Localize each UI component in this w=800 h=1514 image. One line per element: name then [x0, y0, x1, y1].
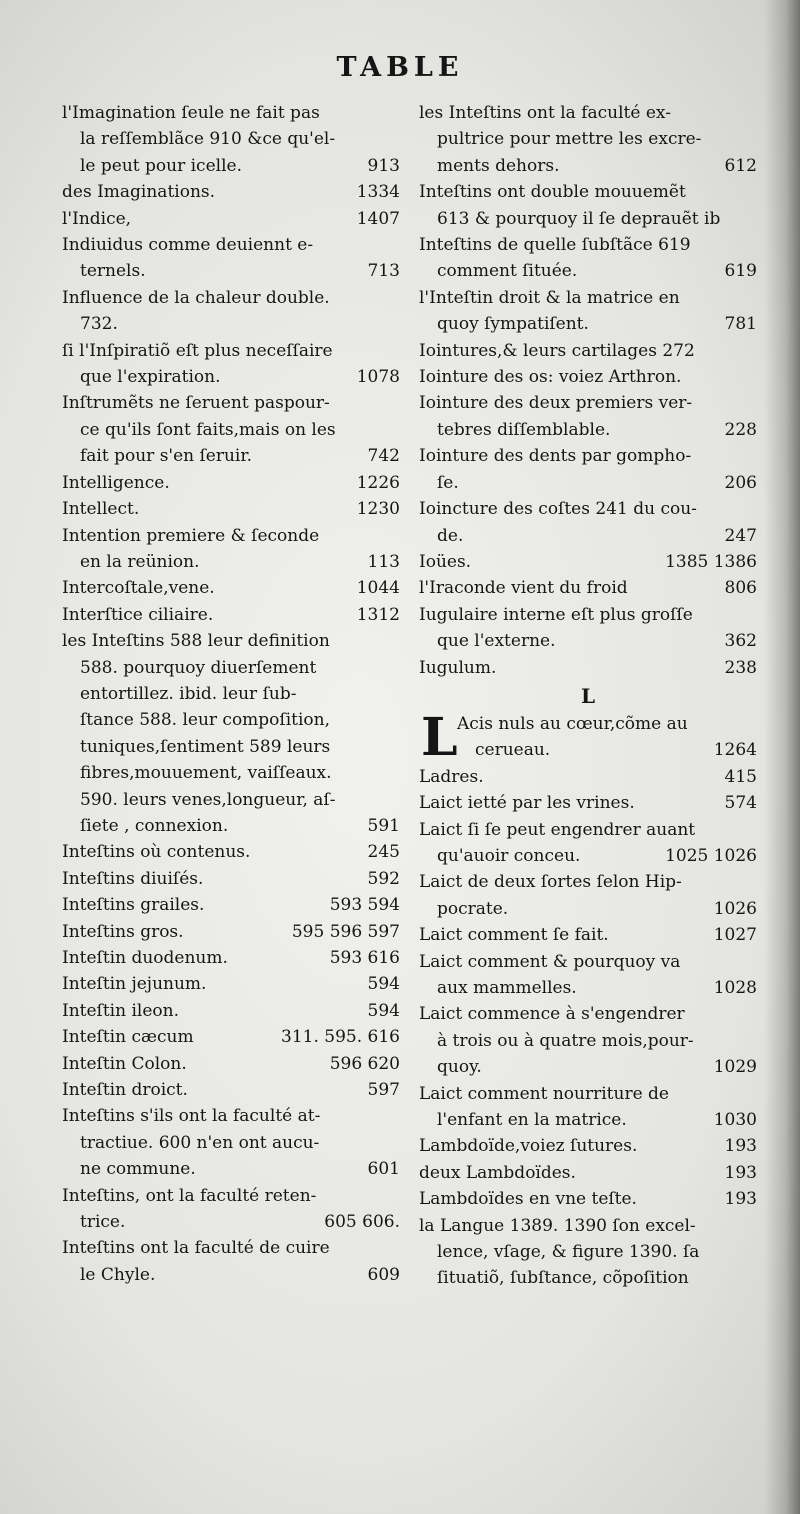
entry-line [62, 470, 400, 496]
entry-line [62, 364, 400, 390]
page-ref: 193 [724, 1136, 757, 1157]
entry-text: la Langue 1389. 1390 ſon excel- [419, 1215, 696, 1236]
index-entry [419, 602, 757, 655]
index-entry [62, 390, 400, 469]
page-ref: 1025 1026 [665, 845, 757, 866]
page-ref: 311. 595. 616 [281, 1027, 400, 1048]
entry-line [419, 258, 757, 284]
entry-line [419, 1213, 757, 1239]
entry-line [419, 1239, 757, 1265]
page-ref: 742 [367, 446, 400, 467]
entry-text: Intelligence. [62, 472, 170, 493]
page-ref: 592 [367, 868, 400, 889]
index-entry [419, 364, 757, 390]
entry-line [62, 390, 400, 416]
entry-line [62, 655, 400, 681]
page-ref: 612 [724, 155, 757, 176]
entry-line [419, 496, 757, 522]
entry-line [419, 1028, 757, 1054]
index-entry [62, 1235, 400, 1288]
entry-text: des Imaginations. [62, 182, 216, 203]
page-ref: 362 [724, 631, 757, 652]
page-header: TABLE [336, 52, 464, 83]
entry-text: lence, vſage, & figure 1390. ſa [437, 1242, 700, 1263]
entry-text: deux Lambdoïdes. [419, 1162, 576, 1183]
index-entry [419, 1160, 757, 1186]
entry-line [419, 390, 757, 416]
page-ref: 113 [367, 551, 400, 572]
index-entry [419, 443, 757, 496]
index-entry [62, 1077, 400, 1103]
entry-text: aux mammelles. [437, 978, 577, 998]
entry-text: Laict commence à s'engendrer [419, 1004, 685, 1025]
index-entry [62, 100, 400, 179]
entry-line [62, 258, 400, 284]
index-entry [62, 206, 400, 232]
entry-text: Ioües. [419, 551, 472, 572]
entry-text: les Inteſtins 588 leur definition [62, 631, 330, 652]
entry-text: Interſtice ciliaire. [62, 604, 214, 625]
entry-text: ſtance 588. leur compoſition, [80, 710, 331, 731]
index-entry [419, 100, 757, 179]
page-ref: 594 [367, 1000, 400, 1021]
entry-text: ce qu'ils ſont faits,mais on les [80, 419, 336, 440]
entry-text: tractiue. 600 n'en ont aucu- [80, 1132, 320, 1153]
page-ref: 591 [367, 815, 400, 836]
entry-text: Iugulaire interne eſt plus groſſe [419, 604, 693, 625]
index-entry [62, 338, 400, 391]
index-entry [419, 655, 757, 681]
entry-line [62, 523, 400, 549]
page-ref: 593 594 [329, 895, 400, 916]
page-ref: 228 [724, 419, 757, 440]
index-entry [419, 1186, 757, 1212]
entry-line [419, 470, 757, 496]
entry-text: entortillez. ibid. leur ſub- [80, 683, 297, 704]
entry-line [419, 153, 757, 179]
entry-text: Laict de deux ſortes ſelon Hip- [419, 872, 682, 893]
page-ref: 206 [724, 472, 757, 493]
entry-line [62, 760, 400, 786]
entry-line [419, 232, 757, 258]
page-ref: 1312 [356, 604, 400, 625]
entry-text: l'enfant en la matrice. [437, 1110, 627, 1131]
entry-text: Iointure des deux premiers ver- [419, 393, 693, 414]
entry-line [62, 311, 400, 337]
index-entry [419, 1081, 757, 1134]
entry-line [419, 817, 757, 843]
entry-text: Iugulum. [419, 657, 497, 678]
entry-text: les Inteſtins ont la faculté ex- [419, 103, 671, 123]
index-entry [419, 1133, 757, 1159]
page-gutter-shadow [764, 0, 800, 1514]
entry-text: Inteſtins ont double mouuemẽt [419, 182, 686, 203]
entry-line [62, 787, 400, 813]
page-ref: 713 [367, 261, 400, 282]
entry-text: en la reünion. [80, 551, 200, 572]
entry-text: Inteſtins, ont la faculté reten- [62, 1185, 317, 1206]
entry-line [62, 1262, 400, 1288]
index-entry-dropcap [419, 706, 757, 768]
page-ref: 806 [724, 578, 757, 599]
page-ref: 574 [724, 793, 757, 814]
entry-text: Inteſtin cæcum [62, 1027, 194, 1048]
page-ref: 1385 1386 [665, 551, 757, 572]
page-ref: 238 [724, 657, 757, 678]
index-entry [62, 839, 400, 865]
index-entry [419, 285, 757, 338]
entry-line [62, 945, 400, 971]
page-ref: 1027 [713, 925, 757, 946]
index-entry [419, 922, 757, 948]
index-entry [62, 628, 400, 839]
entry-line [419, 100, 757, 126]
entry-text: l'Iraconde vient du froid [419, 578, 628, 599]
entry-text: Laict ietté par les vrines. [419, 793, 635, 814]
entry-line [62, 1024, 400, 1050]
page-ref: 1264 [713, 740, 757, 761]
page-ref: 781 [724, 314, 757, 335]
entry-line [62, 1235, 400, 1261]
entry-line [62, 839, 400, 865]
entry-text: quoy. [437, 1057, 482, 1078]
page-ref: 1030 [713, 1110, 757, 1131]
entry-line [419, 764, 757, 790]
index-entry [62, 285, 400, 338]
page-ref: 245 [367, 842, 400, 863]
entry-line [62, 443, 400, 469]
entry-text: Laict ſi ſe peut engendrer auant [419, 819, 696, 840]
entry-text: le Chyle. [80, 1264, 156, 1285]
entry-text: tuniques,ſentiment 589 leurs [80, 736, 331, 757]
entry-line [419, 790, 757, 816]
entry-text: ſi l'Inſpiratiõ eſt plus neceſſaire [62, 340, 333, 361]
entry-line [62, 892, 400, 918]
entry-text: Inteſtins ont la faculté de cuire [62, 1238, 330, 1259]
entry-text: Inteſtins diuiſés. [62, 868, 204, 889]
index-entry [62, 496, 400, 522]
entry-text: ments dehors. [437, 155, 560, 176]
index-entry [419, 764, 757, 790]
entry-text: Indiuidus comme deuiennt e- [62, 235, 314, 256]
entry-text: fait pour s'en ſeruir. [80, 446, 253, 467]
entry-line [419, 364, 757, 390]
entry-line [62, 1156, 400, 1182]
entry-line [419, 1133, 757, 1159]
left-column [62, 100, 400, 1288]
entry-line [419, 896, 757, 922]
entry-line [62, 1051, 400, 1077]
entry-line [62, 575, 400, 601]
entry-text: Iointures,& leurs cartilages 272 [419, 340, 695, 361]
section-letter: L [580, 683, 596, 708]
entry-text: à trois ou à quatre mois,pour- [437, 1030, 694, 1051]
index-entry [62, 575, 400, 601]
entry-line [419, 1001, 757, 1027]
page-ref: 193 [724, 1189, 757, 1210]
page-ref: 1028 [713, 978, 757, 998]
entry-line [419, 843, 757, 869]
entry-line [419, 417, 757, 443]
entry-text: la reſſemblãce 910 &ce qu'el- [80, 129, 336, 150]
entry-line [419, 126, 757, 152]
page-ref: 1078 [356, 367, 400, 388]
entry-text: qu'auoir conceu. [437, 845, 581, 866]
index-entry [62, 523, 400, 576]
index-entry [419, 390, 757, 443]
index-entry [419, 1213, 757, 1292]
entry-text: l'Indice, [62, 208, 132, 229]
entry-text: Inteſtins de quelle ſubſtãce 619 [419, 235, 691, 256]
entry-text: ſiete , connexion. [80, 815, 229, 836]
entry-line [419, 975, 757, 1001]
entry-line [457, 711, 757, 737]
index-entry [62, 602, 400, 628]
entry-line [419, 869, 757, 895]
page-ref: 601 [367, 1159, 400, 1180]
entry-line [62, 734, 400, 760]
index-entry [419, 575, 757, 601]
dropcap-letter: L [421, 706, 458, 768]
entry-text: l'Inteſtin droit & la matrice en [419, 287, 680, 308]
entry-text: Inteſtin Colon. [62, 1053, 187, 1074]
entry-text: ſituatiõ, ſubſtance, cõpoſition [437, 1268, 689, 1289]
index-entry [419, 817, 757, 870]
entry-line [62, 866, 400, 892]
index-entry [62, 1183, 400, 1236]
entry-text: 613 & pourquoy il ſe deprauẽt ib [437, 208, 721, 229]
entry-line [457, 737, 757, 763]
entry-text: tebres diſſemblable. [437, 419, 611, 440]
index-entry [419, 496, 757, 549]
entry-line [419, 549, 757, 575]
entry-text: Inteſtins où contenus. [62, 842, 251, 863]
page-ref: 1230 [356, 499, 400, 520]
entry-line [62, 1183, 400, 1209]
entry-text: Laict comment ſe fait. [419, 925, 609, 946]
entry-text: ternels. [80, 261, 146, 282]
entry-text: le peut pour icelle. [80, 155, 242, 176]
entry-line [62, 602, 400, 628]
entry-line [62, 998, 400, 1024]
entry-text: que l'externe. [437, 631, 556, 652]
page-ref: 605 606. [324, 1212, 400, 1233]
entry-line [62, 232, 400, 258]
entry-text: de. [437, 525, 464, 546]
page-ref: 1334 [356, 182, 400, 203]
entry-text: Acis nuls au cœur,cõme au [457, 713, 688, 734]
entry-line [419, 628, 757, 654]
entry-text: Laict comment nourriture de [419, 1083, 669, 1104]
right-column-i-entries [419, 100, 757, 681]
entry-text: 588. pourquoy diuerſement [80, 657, 317, 678]
index-entry [62, 971, 400, 997]
entry-line [62, 338, 400, 364]
page-ref: 619 [724, 261, 757, 282]
index-entry [419, 232, 757, 285]
page-ref: 1026 [713, 898, 757, 919]
page-ref: 1044 [356, 578, 400, 599]
index-entry [419, 869, 757, 922]
page-ref: 193 [724, 1162, 757, 1183]
entry-line [62, 285, 400, 311]
entry-text: Ladres. [419, 766, 484, 787]
entry-text: pocrate. [437, 898, 509, 919]
entry-line [419, 1186, 757, 1212]
entry-line [62, 1103, 400, 1129]
entry-line [62, 417, 400, 443]
index-entry [62, 919, 400, 945]
entry-text: Ioincture des coſtes 241 du cou- [419, 499, 697, 520]
entry-text: quoy ſympatiſent. [437, 314, 589, 335]
index-entry [62, 179, 400, 205]
index-entry [419, 1001, 757, 1080]
page-ref: 247 [724, 525, 757, 546]
entry-text: pultrice pour mettre les excre- [437, 129, 702, 150]
entry-text: Inteſtin droict. [62, 1080, 188, 1101]
entry-text: Iointure des dents par gompho- [419, 446, 692, 467]
index-entry [62, 1024, 400, 1050]
index-entry [419, 949, 757, 1002]
page-ref: 596 620 [329, 1053, 400, 1074]
page-ref: 597 [367, 1080, 400, 1101]
entry-line [62, 707, 400, 733]
entry-line [419, 575, 757, 601]
page-ref: 595 596 597 [291, 921, 400, 942]
entry-line [62, 153, 400, 179]
entry-text: 732. [80, 314, 118, 335]
index-entry [62, 998, 400, 1024]
index-entry [62, 1103, 400, 1182]
entry-text: Iointure des os: voiez Arthron. [419, 367, 682, 388]
page-ref: 609 [367, 1264, 400, 1285]
entry-line [419, 285, 757, 311]
entry-text: Inteſtins s'ils ont la faculté at- [62, 1106, 321, 1127]
entry-line [419, 206, 757, 232]
entry-text: 590. leurs venes,longueur, aſ- [80, 789, 336, 810]
page-ref: 1029 [713, 1057, 757, 1078]
entry-text: Inſtrumẽts ne ſeruent paspour- [62, 393, 330, 414]
entry-line [62, 681, 400, 707]
entry-text: Inteſtins grailes. [62, 895, 205, 916]
entry-text: que l'expiration. [80, 367, 221, 388]
entry-text: Laict comment & pourquoy va [419, 951, 681, 972]
entry-line [62, 1130, 400, 1156]
entry-text: Influence de la chaleur double. [62, 287, 330, 308]
entry-line [62, 813, 400, 839]
index-entry [62, 945, 400, 971]
page-ref: 593 616 [329, 948, 400, 968]
entry-line [419, 1107, 757, 1133]
page-ref: 913 [367, 155, 400, 176]
entry-text: Inteſtin jejunum. [62, 974, 207, 995]
entry-line [419, 311, 757, 337]
index-entry [62, 866, 400, 892]
entry-line [62, 206, 400, 232]
index-entry [419, 549, 757, 575]
entry-text: Intercoſtale,vene. [62, 578, 215, 599]
entry-line [419, 1265, 757, 1291]
entry-line [62, 1209, 400, 1235]
page-ref: 1226 [356, 472, 400, 493]
page-ref: 415 [724, 766, 757, 787]
entry-line [419, 922, 757, 948]
right-column-l-entries [419, 764, 757, 1292]
entry-line [419, 443, 757, 469]
entry-line [419, 655, 757, 681]
entry-line [419, 1054, 757, 1080]
entry-text: cerueau. [475, 740, 551, 761]
entry-text: Inteſtins gros. [62, 921, 184, 942]
index-entry [419, 338, 757, 364]
entry-text: comment ſituée. [437, 261, 578, 282]
entry-line [419, 179, 757, 205]
entry-text: Lambdoïdes en vne teſte. [419, 1189, 637, 1210]
entry-text: l'Imagination ſeule ne fait pas [62, 103, 320, 123]
entry-line [419, 949, 757, 975]
page-ref: 1407 [356, 208, 400, 229]
entry-line [62, 1077, 400, 1103]
entry-line [419, 338, 757, 364]
index-entry [419, 179, 757, 232]
right-column [419, 100, 757, 1292]
entry-line [62, 179, 400, 205]
index-entry [62, 1051, 400, 1077]
entry-text: Inteſtin duodenum. [62, 948, 228, 968]
entry-line [62, 971, 400, 997]
entry-text: trice. [80, 1212, 126, 1233]
entry-text: Intention premiere & ſeconde [62, 525, 320, 546]
index-entry [62, 232, 400, 285]
entry-text: ne commune. [80, 1159, 196, 1180]
page-ref: 594 [367, 974, 400, 995]
entry-text: fibres,mouuement, vaiſſeaux. [80, 763, 332, 784]
entry-line [62, 496, 400, 522]
entry-line [62, 549, 400, 575]
entry-text: ſe. [437, 472, 459, 493]
entry-line [62, 628, 400, 654]
entry-line [62, 919, 400, 945]
entry-line [419, 602, 757, 628]
index-entry [62, 892, 400, 918]
entry-line [419, 1160, 757, 1186]
entry-line [62, 126, 400, 152]
entry-line [419, 1081, 757, 1107]
index-entry [419, 790, 757, 816]
entry-text: Intellect. [62, 499, 140, 520]
entry-text: Lambdoïde,voiez ſutures. [419, 1136, 638, 1157]
index-entry [62, 470, 400, 496]
entry-text: Inteſtin ileon. [62, 1000, 179, 1021]
entry-line [419, 523, 757, 549]
entry-line [62, 100, 400, 126]
